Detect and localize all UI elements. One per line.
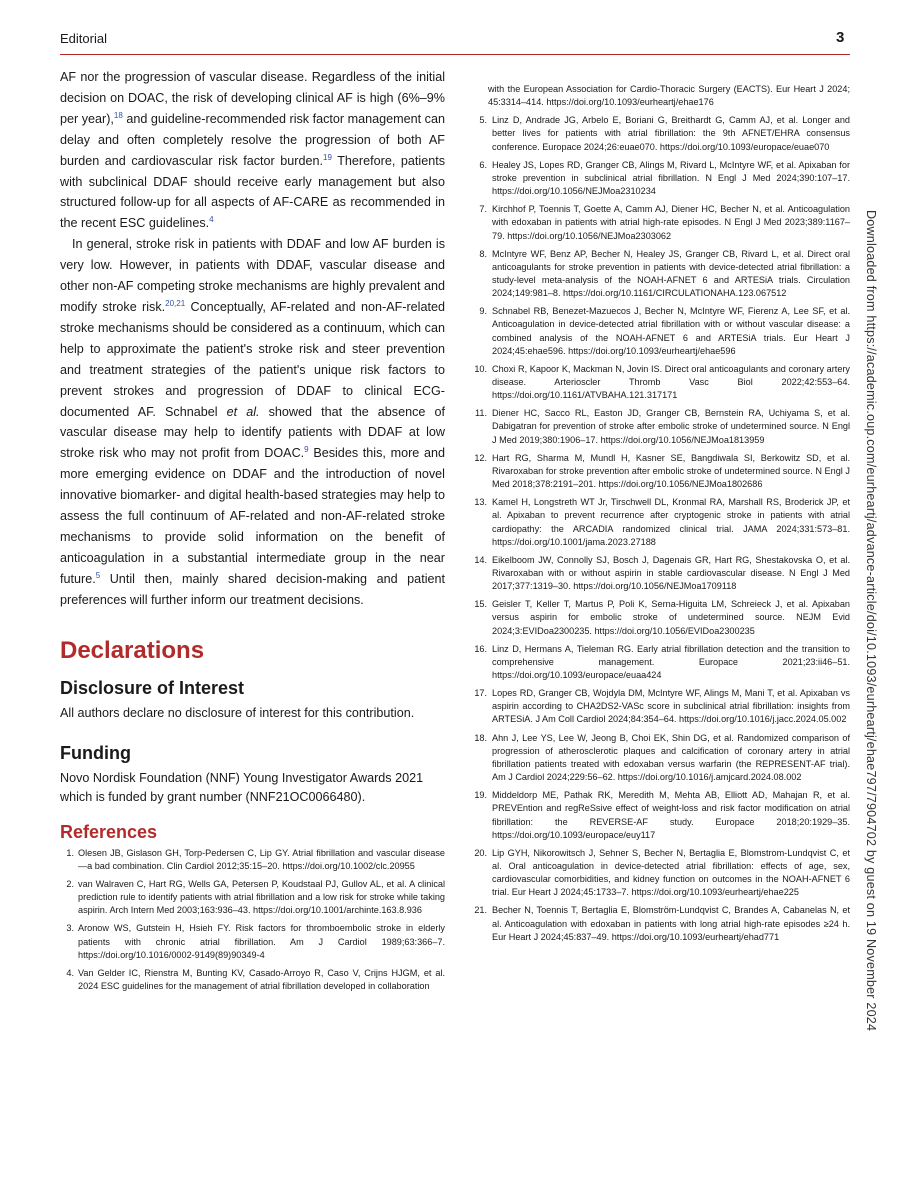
reference-item: 8. McIntyre WF, Benz AP, Becher N, Healey JS, Granger CB, Rivard L, et al. Direct oral anticoagulants for stroke prevention in patients with device-detected atrial fibrillation: a study-level meta-analysis of the NOAH-AFNET 6 and ARTESiA trials. Circulation 2024;149:981–8. https://doi.org/10.1161/CIRCULATIONAHA.123.067512 xyxy=(479,248,850,299)
reference-item: 9. Schnabel RB, Benezet-Mazuecos J, Becher N, McIntyre WF, Fierenz A, Lee SF, et al. Anticoagulation in device-detected atrial fibrillation with or without vascular disease: a combined analysis of the NOAH-AFNET 6 and ARTESiA trials. Eur Heart J 2024;45:ehae596. https://doi.org/10.1093/eurheartj/ehae596 xyxy=(479,306,850,356)
reference-item: 6. Healey JS, Lopes RD, Granger CB, Alings M, Rivard L, McIntyre WF, et al. Apixaban for stroke prevention in subclinical atrial fibrillation. N Engl J Med 2024;390:107–17. https://doi.org/10.1056/NEJMoa2310234 xyxy=(479,159,850,197)
reference-list-right xyxy=(470,114,850,943)
right-column xyxy=(470,83,850,949)
reference-item: 4. Van Gelder IC, Rienstra M, Bunting KV, Casado-Arroyo R, Caso V, Crijns HJGM, et al. 2024 ESC guidelines for the management of atrial fibrillation developed in collaboration xyxy=(66,967,445,991)
body-paragraph-2: In general, stroke risk in patients with DDAF and low AF burden is very low. However, in patients with DDAF, vascular disease and other non-AF competing stroke mechanisms are highly prevalent and modify stroke risk.$^{20,21}$ Conceptually, AF-related and non-AF-related stroke mechanisms should be considered as a continuum, which can help to approximate the patient's stroke risk and steer prevention and treatment strategies of the patient's unique risk factors to prevent strokes and progression of DDAF to clinical ECG-documented AF. Schnabel et al. showed that the absence of vascular disease may help to identify patients with DDAF at low stroke risk who may not profit from DOAC.$^9$ Besides this, more and more emerging evidence on DDAF and the introduction of novel innovative biomarker- and digital health-based strategies may help to assess the full continuum of AF-related and non-AF-related stroke mechanisms to provide solid information on the benefit of anticoagulation in a substantial intermediate group in the near future.$^5$ Until then, mainly shared decision-making and patient preferences will further inform our treatment decisions. xyxy=(60,237,446,607)
reference-item: 14. Eikelboom JW, Connolly SJ, Bosch J, Dagenais GR, Hart RG, Shestakovska O, et al. Rivaroxaban with or without aspirin in stable cardiovascular disease. N Engl J Med 2017;377:1319–30. https://doi.org/10.1056/NEJMoa1709118 xyxy=(474,554,850,592)
journal-section-label: Editorial xyxy=(60,31,107,46)
header-divider xyxy=(60,54,850,55)
reference-item: 17. Lopes RD, Granger CB, Wojdyla DM, McIntyre WF, Alings M, Mani T, et al. Apixaban vs aspirin according to CHA2DS2-VASc score in subclinical atrial fibrillation: insights from ARTESiA. J Am Coll Cardiol 2024;84:354–64. https://doi.org/10.1016/j.jacc.2024.05.002 xyxy=(474,688,850,725)
citation-link[interactable]: 18 xyxy=(113,110,123,120)
disclosure-heading: Disclosure of Interest xyxy=(60,677,245,698)
reference-item: 18. Ahn J, Lee YS, Lee W, Jeong B, Choi EK, Shin DG, et al. Randomized comparison of progression of atherosclerotic plaques and calcification of coronary artery in atrial fibrillation patients treated with edoxaban versus warfarin (the REPRESENT-AF trial). Am J Cardiol 2024;229:56–62. https://doi.org/10.1016/j.amjcard.2024.08.002 xyxy=(474,732,850,783)
reference-list-left xyxy=(60,847,445,994)
reference-item: 12. Hart RG, Sharma M, Mundl H, Kasner SE, Bangdiwala SI, Berkowitz SD, et al. Rivaroxaban for stroke prevention after embolic stroke of undetermined source. N Engl J Med 2018;378:2191–201. https://doi.org/10.1056/NEJMoa1802686 xyxy=(474,452,850,490)
citation-link[interactable]: 5 xyxy=(95,570,101,580)
reference-item: 1. Olesen JB, Gislason GH, Torp-Pedersen C, Lip GY. Atrial fibrillation and vascular disease—a bad combination. Clin Cardiol 2012;35:15–20. https://doi.org/10.1002/clc.20955 xyxy=(66,847,445,871)
citation-link[interactable]: 19 xyxy=(323,152,332,162)
declarations-heading: Declarations xyxy=(60,636,205,664)
reference-item-continued: with the European Association for Cardio-Thoracic Surgery (EACTS). Eur Heart J 2024; 45:3314–414. https://doi.org/10.1093/eurheartj/ehae176 xyxy=(488,84,850,108)
funding-text: Novo Nordisk Foundation (NNF) Young Investigator Awards 2021 which is funded by grant number (NNF21OC0066480). xyxy=(60,770,424,804)
page-number: 3 xyxy=(836,29,845,46)
reference-item: 10. Choxi R, Kapoor K, Mackman N, Jovin IS. Direct oral anticoagulants and coronary artery disease. Arterioscler Thromb Vasc Biol 2022;42:553–64. https://doi.org/10.1161/ATVBAHA.121.317171 xyxy=(474,363,850,401)
references-heading: References xyxy=(60,821,158,842)
disclosure-text: All authors declare no disclosure of interest for this contribution. xyxy=(60,705,415,720)
citation-link[interactable]: 9 xyxy=(304,445,309,455)
reference-item: 20. Lip GYH, Nikorowitsch J, Sehner S, Becher N, Bertaglia E, Blomstrom-Lundqvist C, et al. Oral anticoagulation in device-detected atrial fibrillation: effects of age, sex, cardiovascular comorbidities, and kidney function on outcomes in the NOAH-AFNET 6 trial. Eur Heart J 2024;45:1733–7. https://doi.org/10.1093/eurheartj/ehae225 xyxy=(474,847,850,898)
reference-item: 21. Becher N, Toennis T, Bertaglia E, Blomström-Lundqvist C, Brandes A, Cabanelas N, et al. Anticoagulation with edoxaban in patients with long atrial high-rate episodes ≥24 h. Eur Heart J 2024;45:837–49. https://doi.org/10.1093/eurheartj/ehad771 xyxy=(474,905,850,942)
body-paragraph-1: AF nor the progression of vascular disease. Regardless of the initial decision on DOAC, the risk of developing clinical AF is high (6%–9% per year),$^{18}$ and guideline-recommended risk factor management can delay and often completely resolve the progression of both AF burden and cardiovascular risk factor burden.$^{19}$ Therefore, patients with subclinical DDAF should receive early management but also structured follow-up for all aspects of AF-CARE as recommended in the recent ESC guidelines.$^4$ xyxy=(60,70,445,231)
funding-heading: Funding xyxy=(60,742,131,763)
citation-link[interactable]: 20,21 xyxy=(165,298,186,308)
download-watermark: Downloaded from https://academic.oup.com/eurheartj/advance-article/doi/10.1093/eurheartj/ehae797/7904702 by guest on 19 November 2024 xyxy=(864,210,878,1032)
reference-item: 15. Geisler T, Keller T, Martus P, Poli K, Serna-Higuita LM, Schreieck J, et al. Apixaban versus aspirin for embolic stroke of undetermined source. NEJM Evid 2024;3:EVIDoa2300235. https://doi.org/10.1056/EVIDoa2300235 xyxy=(474,599,850,636)
reference-item: 19. Middeldorp ME, Pathak RK, Meredith M, Mehta AB, Elliott AD, Mahajan R, et al. PREVEntion and regReSsive effect of weight-loss and risk factor modification on atrial fibrillation: the REVERSE-AF study. Europace 2018;20:1929–35. https://doi.org/10.1093/europace/euy117 xyxy=(474,790,850,840)
reference-item: 13. Kamel H, Longstreth WT Jr, Tirschwell DL, Kronmal RA, Marshall RS, Broderick JP, et al. Apixaban to prevent recurrence after cryptogenic stroke in patients with atrial cardiopathy: the ARCADIA randomized clinical trial. JAMA 2024;331:573–81. https://doi.org/10.1001/jama.2023.27188 xyxy=(474,497,850,547)
left-column xyxy=(60,67,445,998)
citation-link[interactable]: 4 xyxy=(209,215,214,225)
reference-item: 16. Linz D, Hermans A, Tieleman RG. Early atrial fibrillation detection and the transition to comprehensive management. Europace 2021;23:ii46–51. https://doi.org/10.1093/europace/euaa424 xyxy=(474,643,850,680)
reference-item: 3. Aronow WS, Gutstein H, Hsieh FY. Risk factors for thromboembolic stroke in elderly patients with chronic atrial fibrillation. Am J Cardiol 1989;63:366–7. https://doi.org/10.1016/0002-9149(89)90349-4 xyxy=(66,923,445,960)
reference-item: 7. Kirchhof P, Toennis T, Goette A, Camm AJ, Diener HC, Becher N, et al. Anticoagulation with edoxaban in patients with atrial high-rate episodes. N Engl J Med 2023;389:1167–79. https://doi.org/10.1056/NEJMoa2303062 xyxy=(479,204,850,241)
reference-item: 5. Linz D, Andrade JG, Arbelo E, Boriani G, Breithardt G, Camm AJ, et al. Longer and better lives for patients with atrial fibrillation: the 9th AFNET/EHRA consensus conference. Europace 2024;26:euae070. https://doi.org/10.1093/europace/euae070 xyxy=(479,115,850,152)
reference-item: 2. van Walraven C, Hart RG, Wells GA, Petersen P, Koudstaal PJ, Gullov AL, et al. A clinical prediction rule to identify patients with atrial fibrillation and a low risk for stroke while taking aspirin. Arch Intern Med 2003;163:936–43. https://doi.org/10.1001/archinte.163.8.936 xyxy=(66,878,445,916)
reference-item: 11. Diener HC, Sacco RL, Easton JD, Granger CB, Bernstein RA, Uchiyama S, et al. Dabigatran for prevention of stroke after embolic stroke of undetermined source. N Engl J Med 2019;380:1906–17. https://doi.org/10.1056/NEJMoa1813959 xyxy=(474,408,850,445)
